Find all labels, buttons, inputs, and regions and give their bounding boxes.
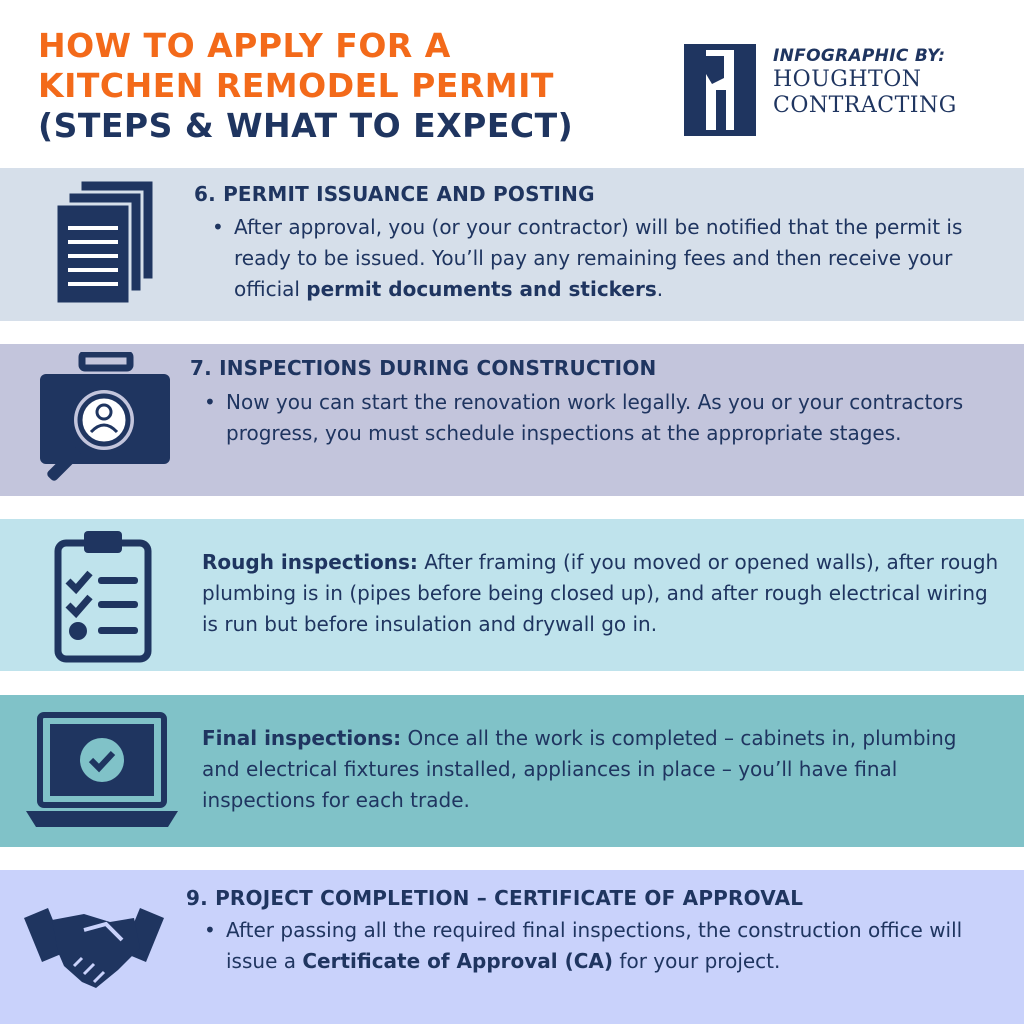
credit-by-label: INFOGRAPHIC BY: bbox=[773, 46, 946, 66]
section-body: Once all the work is completed – cabinets in, plumbing and electrical fixtures installed, appliances in place – you’ll have final inspections for each trade. bbox=[202, 726, 957, 812]
section-lead: Rough inspections: bbox=[202, 550, 418, 574]
laptop-check-icon bbox=[22, 711, 182, 833]
bullet-text-end: for your project. bbox=[613, 949, 781, 973]
section-text bbox=[202, 723, 982, 816]
clipboard-checklist-icon bbox=[54, 529, 154, 663]
section-rough-inspections bbox=[0, 519, 1024, 671]
section-inspections bbox=[0, 344, 1024, 496]
briefcase-inspection-icon bbox=[36, 352, 176, 492]
section-bullet: • After passing all the required final inspections, the construction office will issue a Certificate of Approval (CA) for your project. bbox=[204, 918, 963, 973]
infographic-credit bbox=[773, 46, 1013, 118]
section-final-inspections bbox=[0, 695, 1024, 847]
bullet-bold-text: permit documents and stickers bbox=[306, 277, 657, 301]
documents-icon bbox=[50, 178, 160, 308]
bullet-text: After passing all the required final inspections, the construction office will issue a bbox=[226, 918, 963, 973]
bullet-text-end: . bbox=[656, 277, 664, 301]
houghton-logo-icon bbox=[684, 44, 756, 136]
handshake-icon bbox=[22, 900, 166, 996]
company-name-line-2: CONTRACTING bbox=[773, 93, 957, 118]
bullet-text: Now you can start the renovation work legally. As you or your contractors progress, you must schedule inspections at the appropriate stages. bbox=[226, 390, 964, 445]
section-bullet: • Now you can start the renovation work legally. As you or your contractors progress, you must schedule inspections at the appropriate stages. bbox=[204, 387, 994, 449]
header bbox=[0, 0, 1024, 168]
page-title bbox=[38, 26, 658, 146]
section-heading: 6. PERMIT ISSUANCE AND POSTING bbox=[194, 182, 595, 206]
bullet-bold-text: Certificate of Approval (CA) bbox=[302, 949, 614, 973]
company-name-line-1: HOUGHTON bbox=[773, 67, 922, 92]
title-line-3: (STEPS & WHAT TO EXPECT) bbox=[38, 106, 574, 145]
section-text bbox=[202, 547, 1002, 640]
section-project-completion bbox=[0, 870, 1024, 1024]
section-permit-issuance bbox=[0, 168, 1024, 321]
section-heading: 9. PROJECT COMPLETION – CERTIFICATE OF APPROVAL bbox=[186, 886, 804, 910]
section-heading: 7. INSPECTIONS DURING CONSTRUCTION bbox=[190, 356, 657, 380]
bullet-text: After approval, you (or your contractor) will be notified that the permit is ready to be issued. You’ll pay any remaining fees and then receive your official bbox=[234, 215, 963, 301]
title-line-1: HOW TO APPLY FOR A bbox=[38, 26, 451, 65]
title-line-2: KITCHEN REMODEL PERMIT bbox=[38, 66, 554, 105]
section-lead: Final inspections: bbox=[202, 726, 402, 750]
section-body: After framing (if you moved or opened walls), after rough plumbing is in (pipes before being closed up), and after rough electrical wiring is run but before insulation and drywall go in. bbox=[202, 550, 999, 636]
section-bullet: • After approval, you (or your contractor) will be notified that the permit is ready to be issued. You’ll pay any remaining fees and then receive your official permit documents and stickers. bbox=[212, 215, 963, 301]
